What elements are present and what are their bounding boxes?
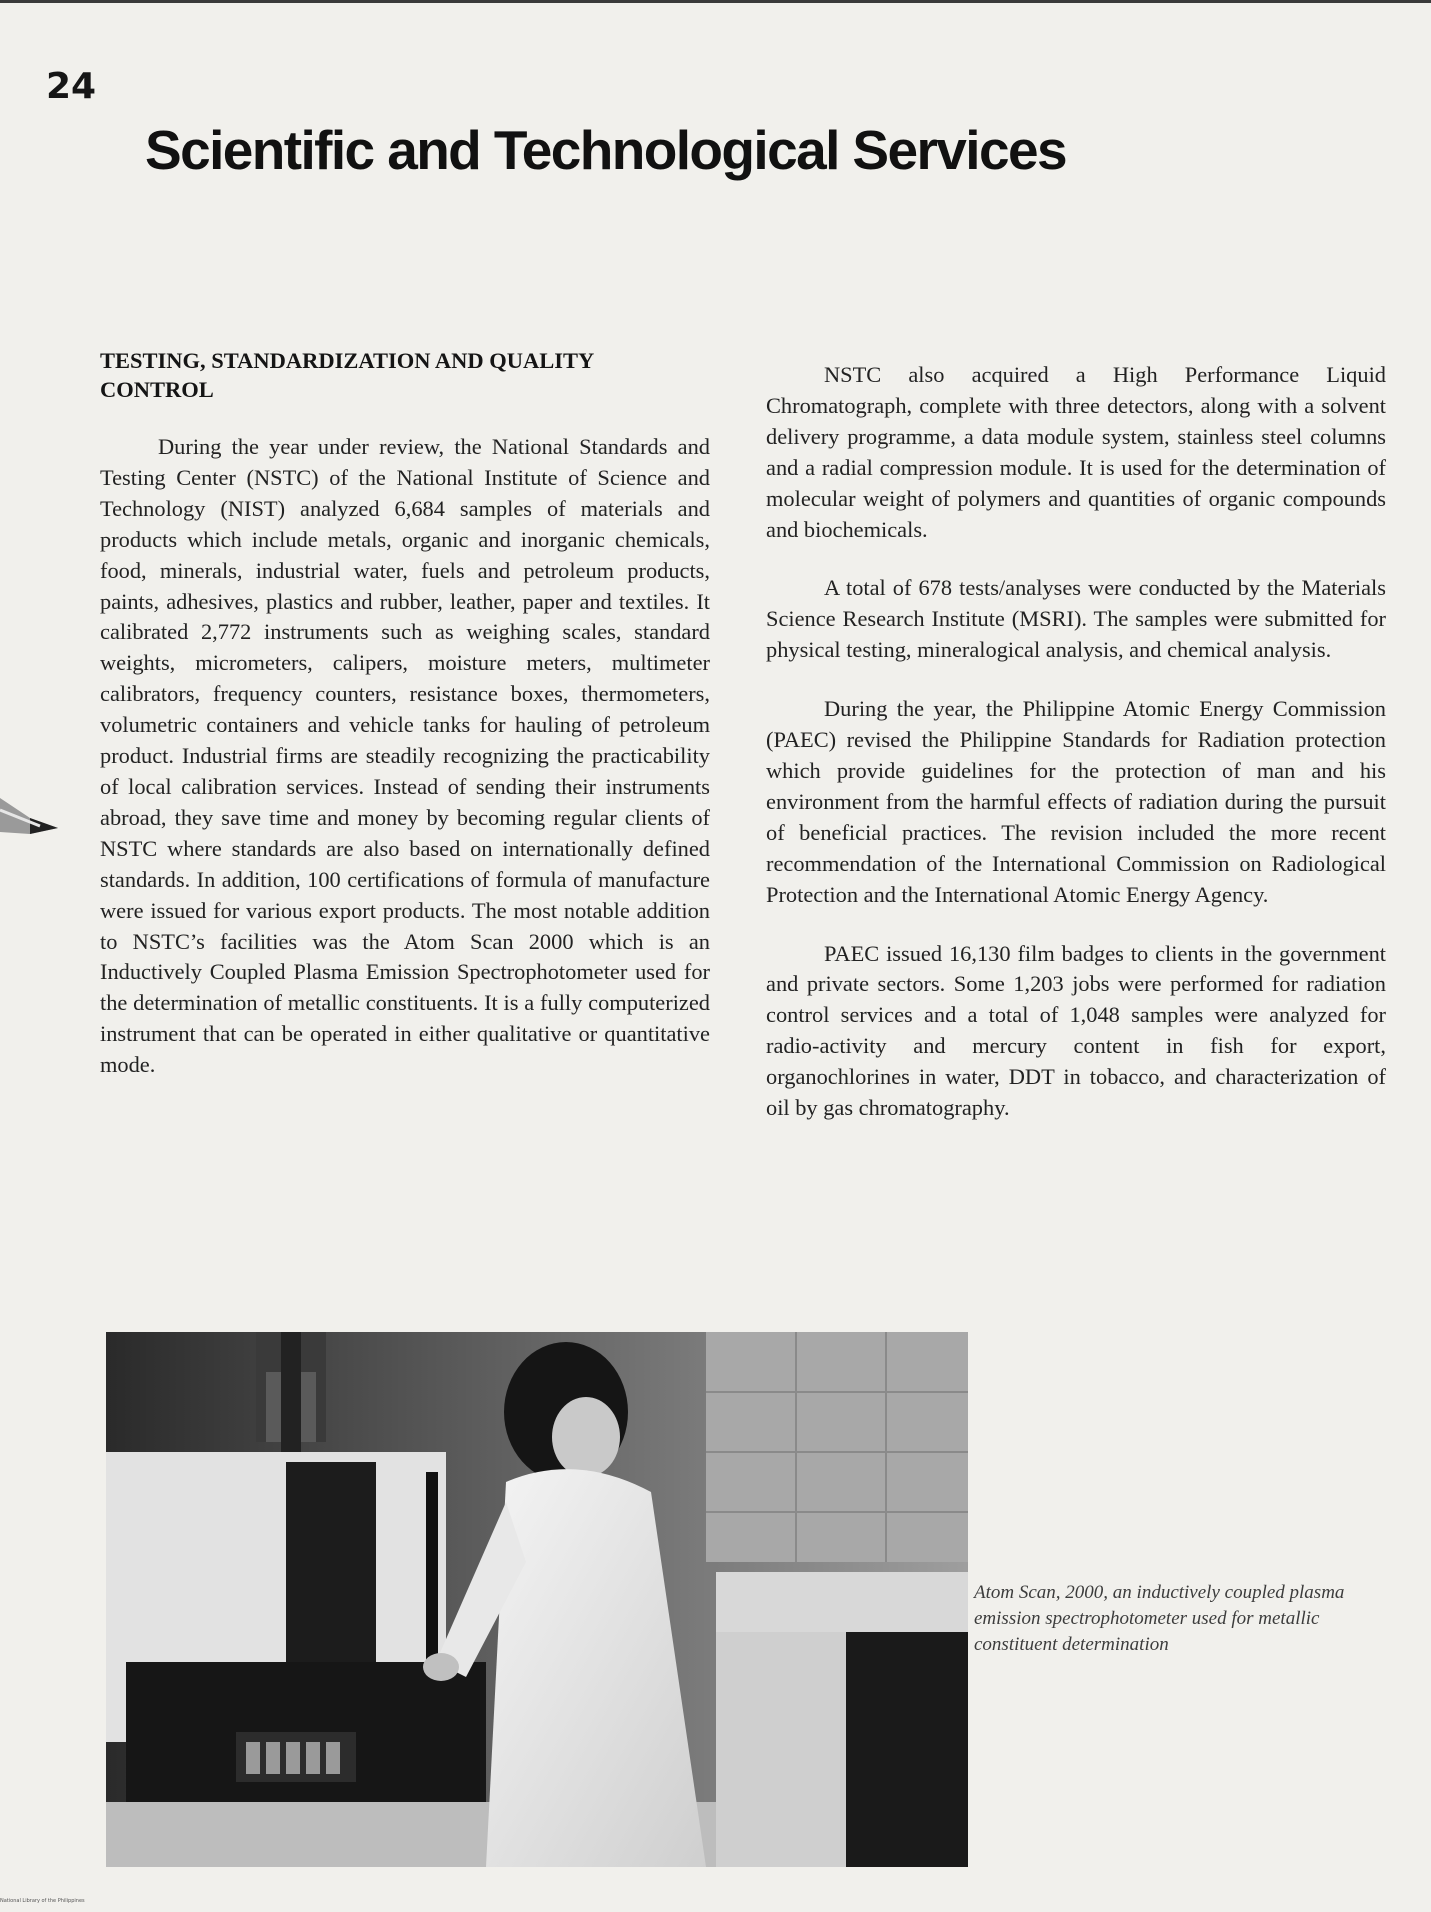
- footer-attribution: National Library of the Philippines: [0, 1898, 85, 1904]
- paragraph-paec-standards: During the year, the Philippine Atomic Energy Commission (PAEC) revised the Philippine Standards for Radiation protection which provide guidelines for the protection of man and his environment from the harmful effects of radiation during the pursuit of beneficial practices. The revision included the more recent recommendation of the International Commission on Radiological Protection and the International Atomic Energy Agency.: [766, 696, 1386, 907]
- paragraph-msri: A total of 678 tests/analyses were conducted by the Materials Science Research Institute (MSRI). The samples were submitted for physical testing, mineralogical analysis, and chemical analysis.: [766, 575, 1386, 663]
- top-rule: [0, 0, 1431, 3]
- paragraph-hplc: NSTC also acquired a High Performance Liquid Chromatograph, complete with three detectors, along with a solvent delivery programme, a data module system, stainless steel columns and a radial compression module. It is used for the determination of molecular weight of polymers and quantities of organic compounds and biochemicals.: [766, 362, 1386, 542]
- section-heading: TESTING, STANDARDIZATION AND QUALITY CONTROL: [100, 348, 594, 402]
- pen-tip-icon: [0, 788, 58, 848]
- figure-caption: Atom Scan, 2000, an inductively coupled plasma emission spectrophotometer used for metallic constituent determination: [974, 1582, 1345, 1655]
- paragraph-paec-badges: PAEC issued 16,130 film badges to clients in the government and private sectors. Some 1,203 jobs were performed for radiation control services and a total of 1,048 samples were analyzed for radio-activity and mercury content in fish for export, organochlorines in water, DDT in tobacco, and characterization of oil by gas chromatography.: [766, 940, 1386, 1121]
- paragraph-nstc-testing: During the year under review, the National Standards and Testing Center (NSTC) of the National Institute of Science and Technology (NIST) analyzed 6,684 samples of materials and products which include metals, organic and inorganic chemicals, food, minerals, industrial water, fuels and petroleum products, paints, adhesives, plastics and rubber, leather, paper and textiles. It calibrated 2,772 instruments such as weighing scales, standard weights, micrometers, calipers, moisture meters, multimeter calibrators, frequency counters, resistance boxes, thermometers, volumetric containers and vehicle tanks for hauling of petroleum product. Industrial firms are steadily recognizing the practicability of local calibration services. Instead of sending their instruments abroad, they save time and money by becoming regular clients of NSTC where standards are also based on internationally defined standards. In addition, 100 certifications of formula of manufacture were issued for various export products. The most notable addition to NSTC’s facilities was the Atom Scan 2000 which is an Inductively Coupled Plasma Emission Spectrophotometer used for the determination of metallic constituents. It is a fully computerized instrument that can be operated in either qualitative or quantitative mode.: [100, 434, 710, 1078]
- left-column: [100, 346, 710, 1081]
- page-number: 24: [46, 66, 97, 107]
- right-column: [766, 360, 1386, 1152]
- lab-photograph: [106, 1332, 968, 1867]
- page-title: Scientific and Technological Services: [145, 119, 1066, 181]
